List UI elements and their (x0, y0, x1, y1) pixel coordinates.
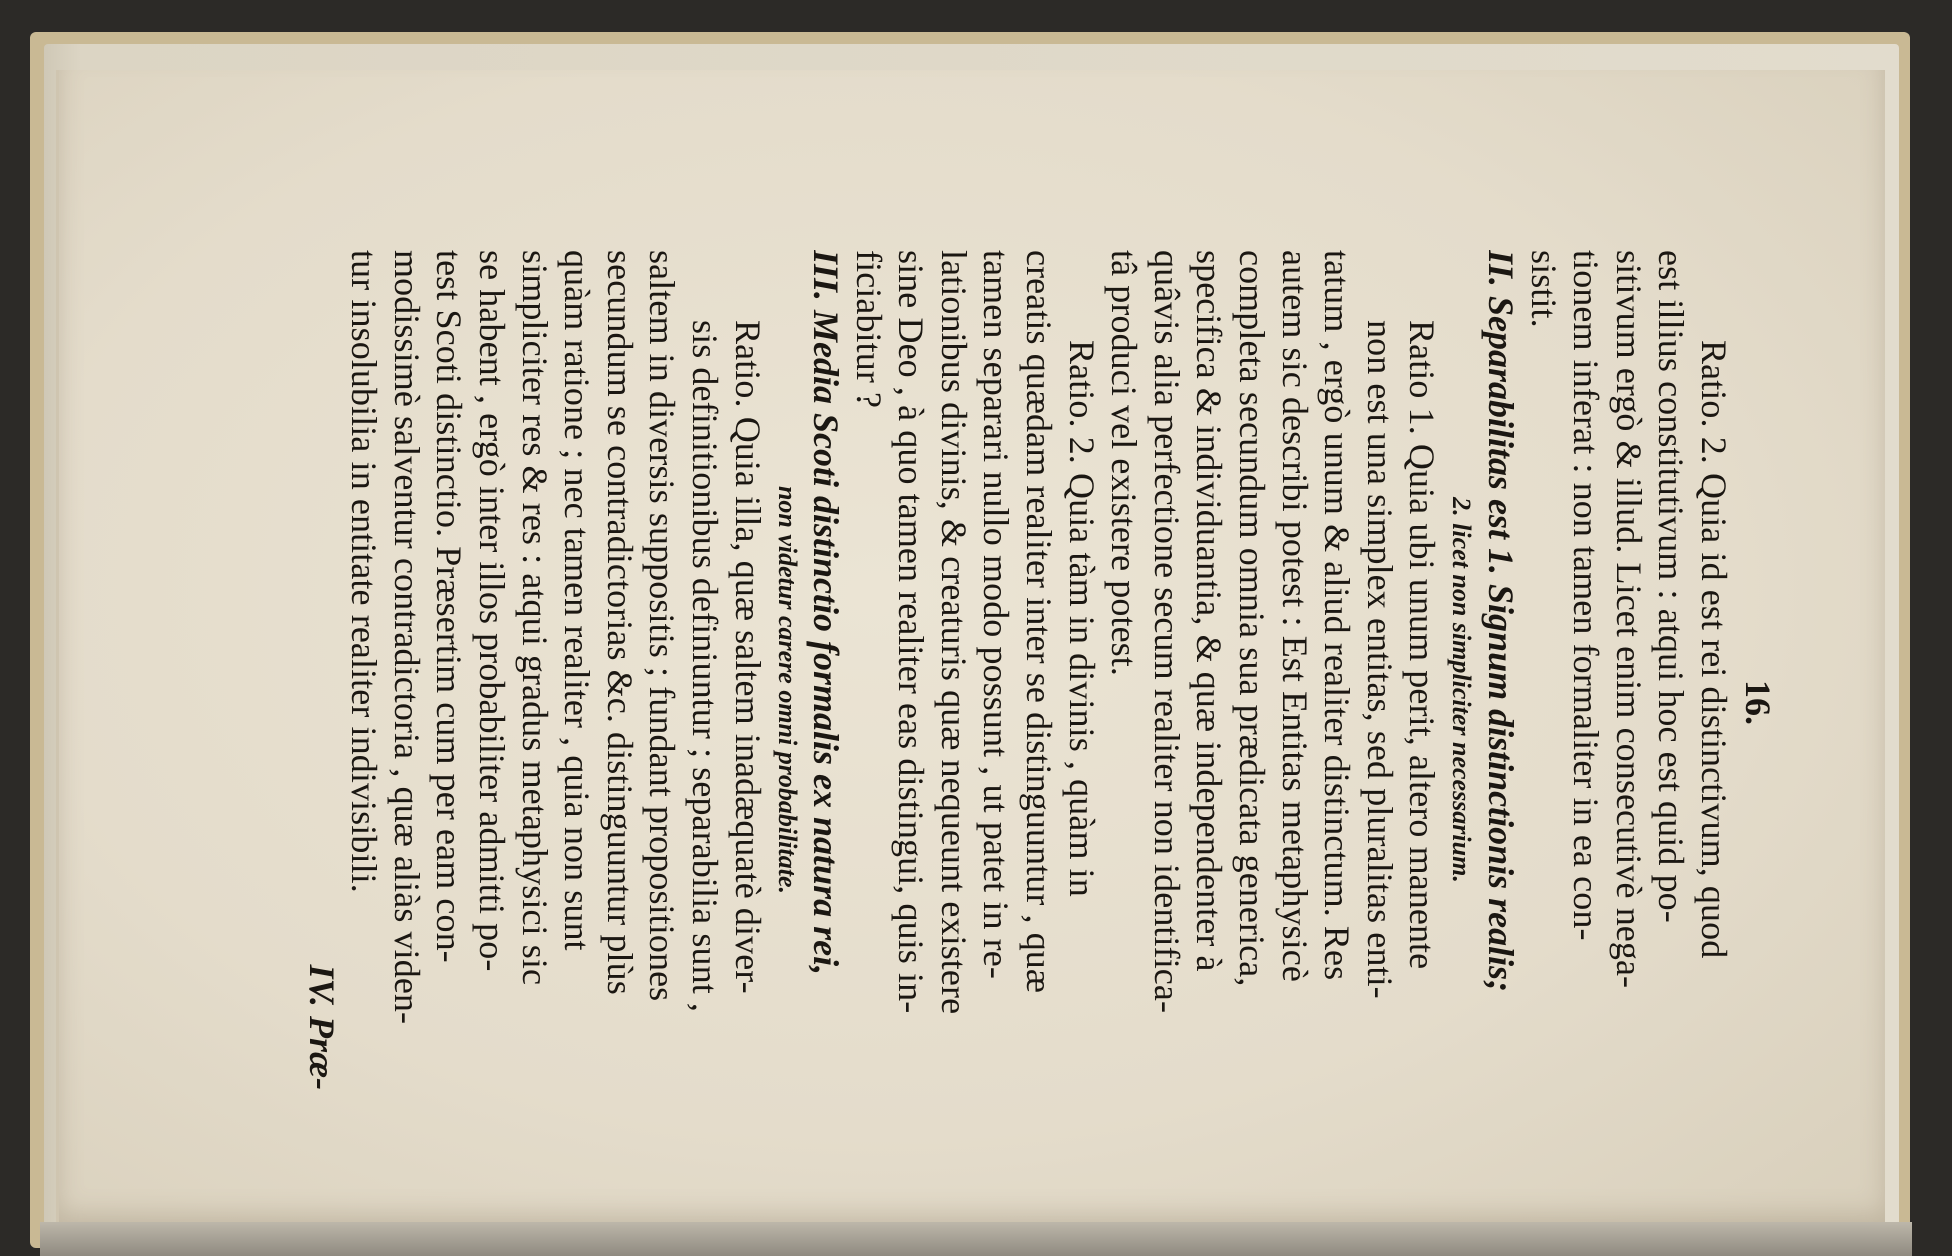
text-line: secundum se contradictorias &c. distinguuntur plùs (599, 250, 640, 995)
text-line: Ratio 1. Quia ubi unum perit, altero manente (1402, 320, 1443, 970)
page-text-block (240, 250, 1778, 1130)
text-line: se habent , ergò inter illos probabiliter admitti po- (471, 250, 512, 972)
heading-ii-subtitle: 2. licet non simpliciter necessarium. (1447, 497, 1477, 883)
text-line: tur insolubilia in entitate realiter indivisibili. (344, 250, 385, 893)
text-line: Ratio. 2. Quia tàm in divinis , quàm in (1061, 340, 1102, 897)
text-line: simpliciter res & res : atqui gradus metaphysici sic (514, 250, 555, 986)
heading-ii: II. Separabilitas est 1. Signum distinctionis realis; (1481, 250, 1522, 993)
paragraph-ratio-3 (343, 250, 769, 1130)
text-line: test Scoti distinctio. Præsertim cum per eam con- (429, 250, 470, 963)
text-line: quâvis alia perfectione secum realiter non identifica- (1146, 250, 1187, 1014)
text-line: tatum , ergò unum & aliud realiter distinctum. Res (1317, 250, 1358, 981)
heading-iii-subtitle: non videtur carere omni probabilitate. (772, 485, 802, 895)
page-edges (40, 1222, 1912, 1256)
text-line: sine Deo , à quo tamen realiter eas distingui, quis in- (891, 250, 932, 1014)
text-line: modissimè salventur contradictoria , quæ aliàs viden- (386, 250, 427, 1025)
catchword: IV. Præ- (301, 964, 342, 1090)
paragraph-ratio-1 (1103, 250, 1444, 1130)
heading-iii: III. Media Scoti distinctio formalis ex natura rei, (806, 250, 847, 976)
text-line: sis definitionibus definiuntur ; separabilia sunt , (684, 320, 725, 1012)
text-line: non est una simplex entitas, sed pluralitas enti- (1359, 320, 1400, 999)
text-line: Ratio. Quia illa, quæ saltem inadæquatè diver- (727, 320, 768, 994)
text-line: creatis quædam realiter inter se distinguuntur , quæ (1019, 250, 1060, 994)
text-line: sistit. (1523, 250, 1564, 328)
text-line: lationibus divinis, & creaturis quæ nequeunt existere (933, 250, 974, 1015)
text-line: autem sic describi potest : Est Entitas metaphysicè (1274, 250, 1315, 982)
paragraph-top (1522, 250, 1735, 1130)
text-line: tamen separari nullo modo possunt , ut patet in re- (976, 250, 1017, 979)
paragraph-ratio-2 (847, 250, 1103, 1130)
text-line: specifica & individuantia, & quæ independenter à (1189, 250, 1230, 972)
text-line: completa secundum omnia sua prædicata generica, (1232, 250, 1273, 987)
text-line: sitivum ergò & illud. Licet enim consecutivè nega- (1608, 250, 1649, 989)
page-number: 16. (1738, 680, 1778, 725)
text-line: Ratio. 2. Quia id est rei distinctivum, quod (1694, 340, 1734, 959)
text-line: ficiabitur ? (848, 250, 889, 409)
text-line: tionem inferat : non tamen formaliter in ea con- (1566, 250, 1607, 941)
text-line: quàm ratione ; nec tamen realiter , quia non sunt (557, 250, 598, 951)
text-line: est illius constitutivum : atqui hoc est quid po- (1651, 250, 1692, 923)
text-line: saltem in diversis suppositis ; fundant propositiones (642, 250, 683, 1002)
text-line: tâ produci vel existere potest. (1104, 250, 1145, 676)
